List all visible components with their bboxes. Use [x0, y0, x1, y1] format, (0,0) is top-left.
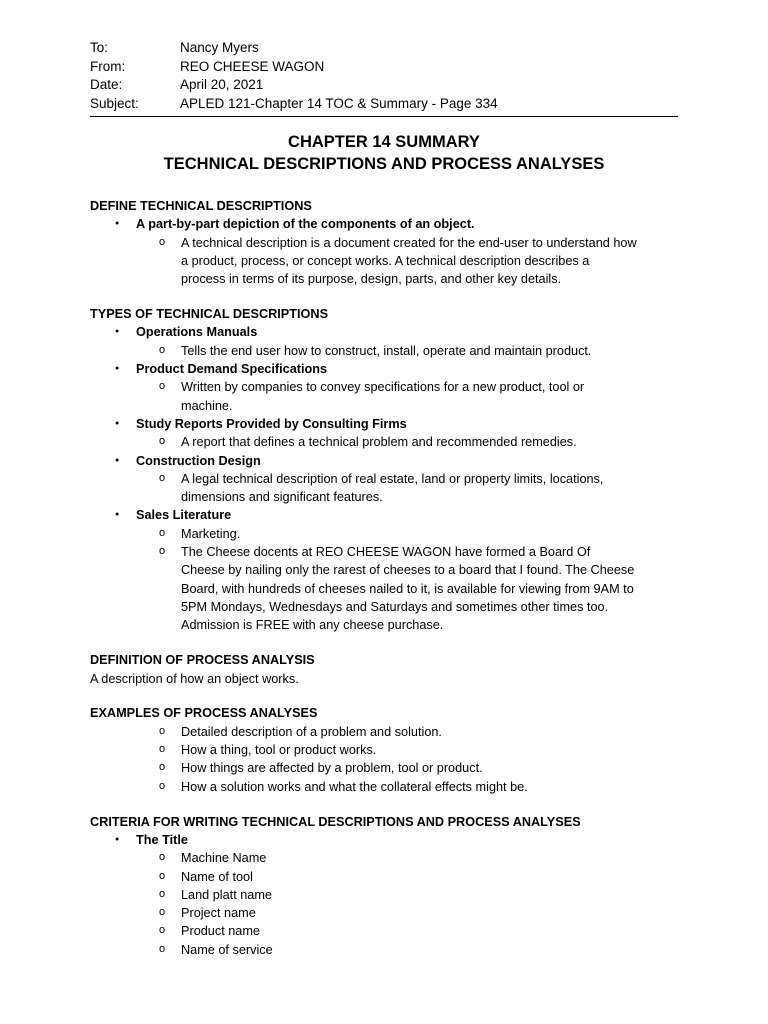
chapter-subtitle: TECHNICAL DESCRIPTIONS AND PROCESS ANALYSES: [163, 155, 605, 173]
text-line: o Marketing.: [181, 526, 241, 541]
chapter-title: CHAPTER 14 SUMMARY: [288, 133, 480, 151]
sub-item: [90, 433, 690, 451]
document-body: [90, 197, 690, 959]
sub-item: o Land platt name: [90, 886, 690, 904]
date-label: Date:: [90, 77, 123, 93]
text-line: machine.: [181, 398, 233, 413]
memo-from-row: [90, 58, 678, 77]
sub-item: o Product name: [90, 922, 690, 940]
section-heading-definition: DEFINITION OF PROCESS ANALYSIS: [90, 653, 315, 668]
sub-item: o How a thing, tool or product works.: [90, 741, 690, 759]
bullet-item: ● Sales Literature: [90, 506, 690, 524]
sub-item: [90, 543, 690, 634]
to-label: To:: [90, 40, 109, 55]
sub-item: [90, 470, 690, 507]
memo-subject-row: [90, 95, 678, 114]
sub-item: [90, 342, 690, 360]
text-line: dimensions and significant features.: [181, 490, 383, 505]
from-label: From:: [90, 58, 126, 74]
memo-header: [90, 39, 678, 117]
from-value: REO CHEESE WAGON: [180, 58, 325, 74]
bullet-item: ● The Title: [90, 831, 690, 849]
sub-item: o Name of tool: [90, 868, 690, 886]
sub-item: o Project name: [90, 904, 690, 922]
sub-item: o Machine Name: [90, 849, 690, 867]
sub-item: [90, 378, 690, 415]
date-value: April 20, 2021: [180, 77, 264, 93]
bullet-item: ● Operations Manuals: [90, 323, 690, 341]
text-line: o A legal technical description of real estate, land or property limits, locations,: [181, 471, 604, 486]
text-line: o A technical description is a document created for the end-user to understand how: [181, 235, 637, 250]
text-line: Board, with hundreds of cheeses nailed to it, is available for viewing from 9AM to: [181, 581, 634, 596]
bullet-item: ● Product Demand Specifications: [90, 360, 690, 378]
memo-to-row: [90, 39, 678, 58]
bullet-item: ● Construction Design: [90, 452, 690, 470]
subject-value: APLED 121-Chapter 14 TOC & Summary - Page 334: [180, 96, 498, 112]
text-line: Cheese by nailing only the rarest of cheeses to a board that I found. The Cheese: [181, 563, 635, 578]
sub-item: [90, 234, 690, 289]
text-line: a product, process, or concept works. A technical description describes a: [181, 253, 590, 268]
section-heading-examples: EXAMPLES OF PROCESS ANALYSES: [90, 706, 318, 721]
bullet-item: ● Study Reports Provided by Consulting Firms: [90, 415, 690, 433]
text-line: process in terms of its purpose, design, parts, and other key details.: [181, 272, 562, 287]
sub-item: o Name of service: [90, 941, 690, 959]
section-heading-define: DEFINE TECHNICAL DESCRIPTIONS: [90, 199, 312, 213]
to-value: Nancy Myers: [180, 40, 259, 55]
text-line: o Written by companies to convey specifications for a new product, tool or: [181, 380, 585, 395]
sub-item: [90, 525, 690, 543]
text-line: o The Cheese docents at REO CHEESE WAGON have formed a Board Of: [181, 545, 591, 560]
sub-item: o Detailed description of a problem and solution.: [90, 723, 690, 741]
text-line: o A report that defines a technical problem and recommended remedies.: [181, 435, 577, 450]
memo-date-row: [90, 76, 678, 95]
bullet-item: ● A part-by-part depiction of the components of an object.: [90, 215, 690, 233]
sub-item: o How a solution works and what the collateral effects might be.: [90, 778, 690, 796]
text-line: Admission is FREE with any cheese purchase.: [181, 618, 444, 633]
section-heading-types: TYPES OF TECHNICAL DESCRIPTIONS: [90, 307, 329, 322]
sub-item: o How things are affected by a problem, tool or product.: [90, 759, 690, 777]
subject-label: Subject:: [90, 96, 139, 112]
text-line: o Tells the end user how to construct, install, operate and maintain product.: [181, 343, 592, 358]
text-line: 5PM Mondays, Wednesdays and Saturdays and sometimes other times too.: [181, 599, 609, 614]
section-heading-criteria: CRITERIA FOR WRITING TECHNICAL DESCRIPTIONS AND PROCESS ANALYSES: [90, 814, 581, 829]
definition-text: A description of how an object works.: [90, 671, 299, 686]
